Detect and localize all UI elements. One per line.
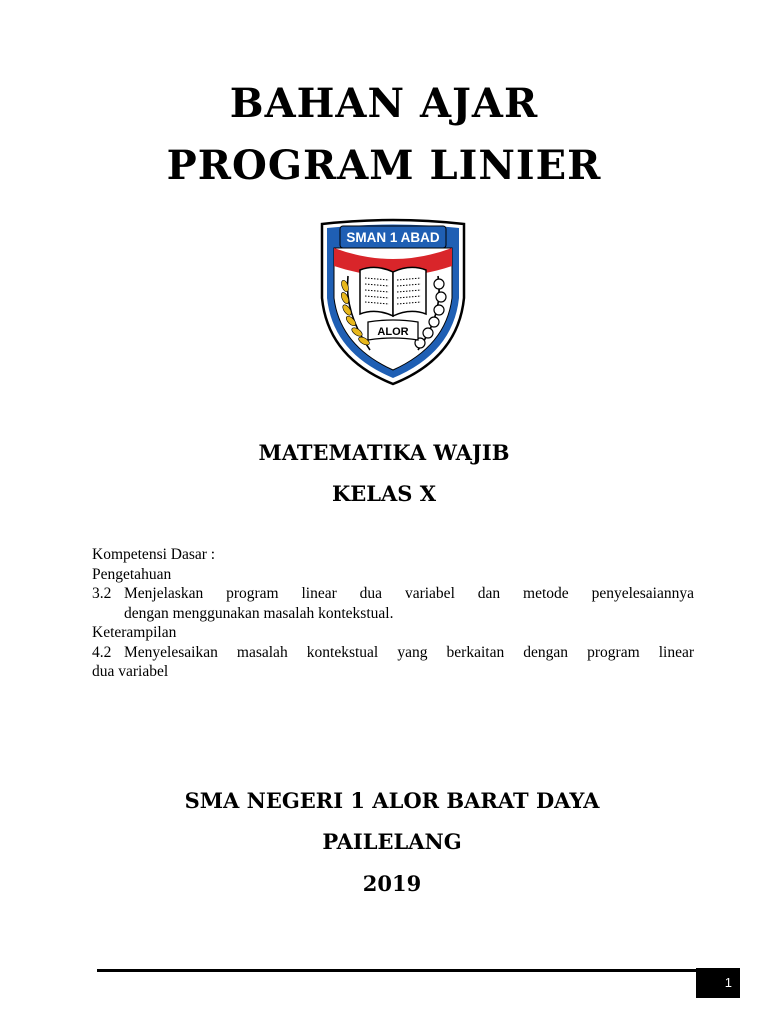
knowledge-number: 3.2 xyxy=(92,585,112,602)
document-title-line1: BAHAN AJAR xyxy=(229,80,539,127)
skill-item xyxy=(92,643,694,663)
skill-number: 4.2 xyxy=(92,643,112,661)
document-year: 2019 xyxy=(362,871,422,896)
school-place: PAILELANG xyxy=(322,829,462,854)
class-title: KELAS X xyxy=(331,481,437,506)
knowledge-item xyxy=(92,584,694,604)
skill-text-line2: dua variabel xyxy=(92,663,169,680)
school-name: SMA NEGERI 1 ALOR BARAT DAYA xyxy=(184,788,600,813)
page-number: 1 xyxy=(696,968,740,998)
logo-banner-text: SMAN 1 ABAD xyxy=(346,230,440,245)
school-emblem-logo xyxy=(318,218,468,386)
subject-title: MATEMATIKA WAJIB xyxy=(258,440,510,465)
competency-section xyxy=(92,545,694,682)
competency-heading: Kompetensi Dasar : xyxy=(92,546,216,563)
skill-label: Keterampilan xyxy=(92,624,177,641)
knowledge-label: Pengetahuan xyxy=(92,565,172,583)
knowledge-text-line1: Menjelaskan program linear dua variabel dan metode penyelesaiannya xyxy=(124,585,694,602)
footer-rule xyxy=(97,969,697,972)
knowledge-text-line2: dengan menggunakan masalah kontekstual. xyxy=(124,604,394,622)
skill-text-line1: Menyelesaikan masalah kontekstual yang berkaitan dengan program linear xyxy=(124,643,694,661)
document-title-line2: PROGRAM LINIER xyxy=(166,142,602,189)
logo-scroll-text: ALOR xyxy=(377,326,409,338)
